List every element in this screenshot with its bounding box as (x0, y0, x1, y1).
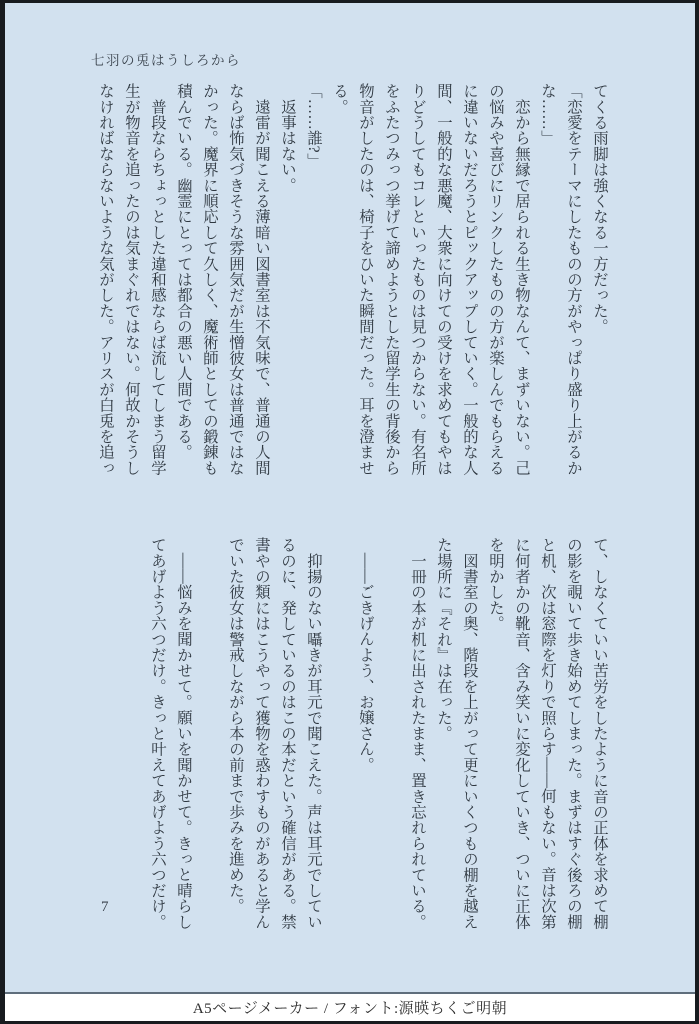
text-line: に違いないだろうとピックアップしていく。一般的な人 (461, 83, 478, 476)
text-line: た場所に『それ』は在った。 (435, 537, 452, 742)
text-line: の悩みや喜びにリンクしたものの方が楽しんでもらえる (487, 83, 504, 476)
text-line: 「……誰?」 (305, 83, 322, 169)
text-line: な……」 (539, 83, 556, 146)
text-line: 生が物音を追ったのは気まぐれではない。何故かそうし (123, 83, 140, 476)
text-line: 普段ならちょっとした違和感ならば流してしまう留学 (149, 83, 166, 476)
running-head-title: 七羽の兎はうしろから (91, 53, 241, 68)
text-line: 遠雷が聞こえる薄暗い図書室は不気味で、普通の人間 (253, 83, 270, 476)
text-line: に何者かの靴音、含み笑いに変化していき、ついに正体 (513, 537, 530, 930)
vertical-text-block-bottom (144, 537, 612, 941)
text-line (326, 537, 352, 941)
text-line: てあげよう六つだけ。きっと叶えてあげよう六つだけ。 (149, 537, 166, 930)
text-line (378, 537, 404, 941)
text-line: と机、次は窓際を灯りで照らす――何もない。音は次第 (539, 537, 556, 930)
text-line: てくる雨脚は強くなる一方だった。 (591, 83, 608, 335)
text-line: 「恋愛をテーマにしたものの方がやっぱり盛り上がるか (565, 83, 582, 476)
text-line: 積んでいる。幽霊にとっては都合の悪い人間である。 (175, 83, 192, 460)
text-line: て、しなくていい苦労をしたように音の正体を求めて棚 (591, 537, 608, 930)
text-line: 間、一般的な悪魔、大衆に向けての受けを求めてもやは (435, 83, 452, 476)
footer-caption-bar (5, 992, 695, 1021)
novel-page (5, 3, 695, 992)
text-line: りどうしてもコレといったものは見つからない。有名所 (409, 83, 426, 476)
text-line: の影を覗いて歩き始めてしまった。まずはすぐ後ろの棚 (565, 537, 582, 930)
text-line: でいた彼女は警戒しながら本の前まで歩みを進めた。 (227, 537, 244, 914)
text-line: 返事はない。 (279, 83, 296, 193)
text-line: ならば怖気づきそうな雰囲気だが生憎彼女は普通ではな (227, 83, 244, 476)
page-number: 7 (101, 899, 109, 915)
text-line (196, 537, 222, 941)
text-line: をふたつみっつ挙げて諦めようとした留学生の背後から (383, 83, 400, 476)
vertical-text-block-top (92, 83, 612, 485)
text-line: 恋から無縁で居られる生き物なんて、まずいない。己 (513, 83, 530, 476)
footer-caption-text: A5ページメーカー / フォント:源暎ちくご明朝 (192, 1001, 508, 1017)
text-line: 図書室の奥、階段を上がって更にいくつもの棚を越え (461, 537, 478, 930)
text-line: なければならないような気がした。アリスが白兎を追っ (97, 83, 114, 476)
text-line: ――ごきげんよう、お嬢さん。 (357, 537, 374, 773)
text-line: るのに、発しているのはこの本だという確信がある。禁 (279, 537, 296, 930)
text-line: 書やの類にはこうやって獲物を惑わすものがあると学ん (253, 537, 270, 930)
text-line: る。 (331, 83, 348, 115)
text-line: 抑揚のない囁きが耳元で聞こえた。声は耳元でしてい (305, 537, 322, 930)
text-line: ――悩みを聞かせて。願いを聞かせて。きっと晴らし (175, 537, 192, 930)
text-line: 一冊の本が机に出されたまま、置き忘れられている。 (409, 537, 426, 930)
text-line: かった。魔界に順応して久しく、魔術師としての鍛錬も (201, 83, 218, 476)
text-line: を明かした。 (487, 537, 504, 632)
text-line: 物音がしたのは、椅子をひいた瞬間だった。耳を澄ませ (357, 83, 374, 476)
